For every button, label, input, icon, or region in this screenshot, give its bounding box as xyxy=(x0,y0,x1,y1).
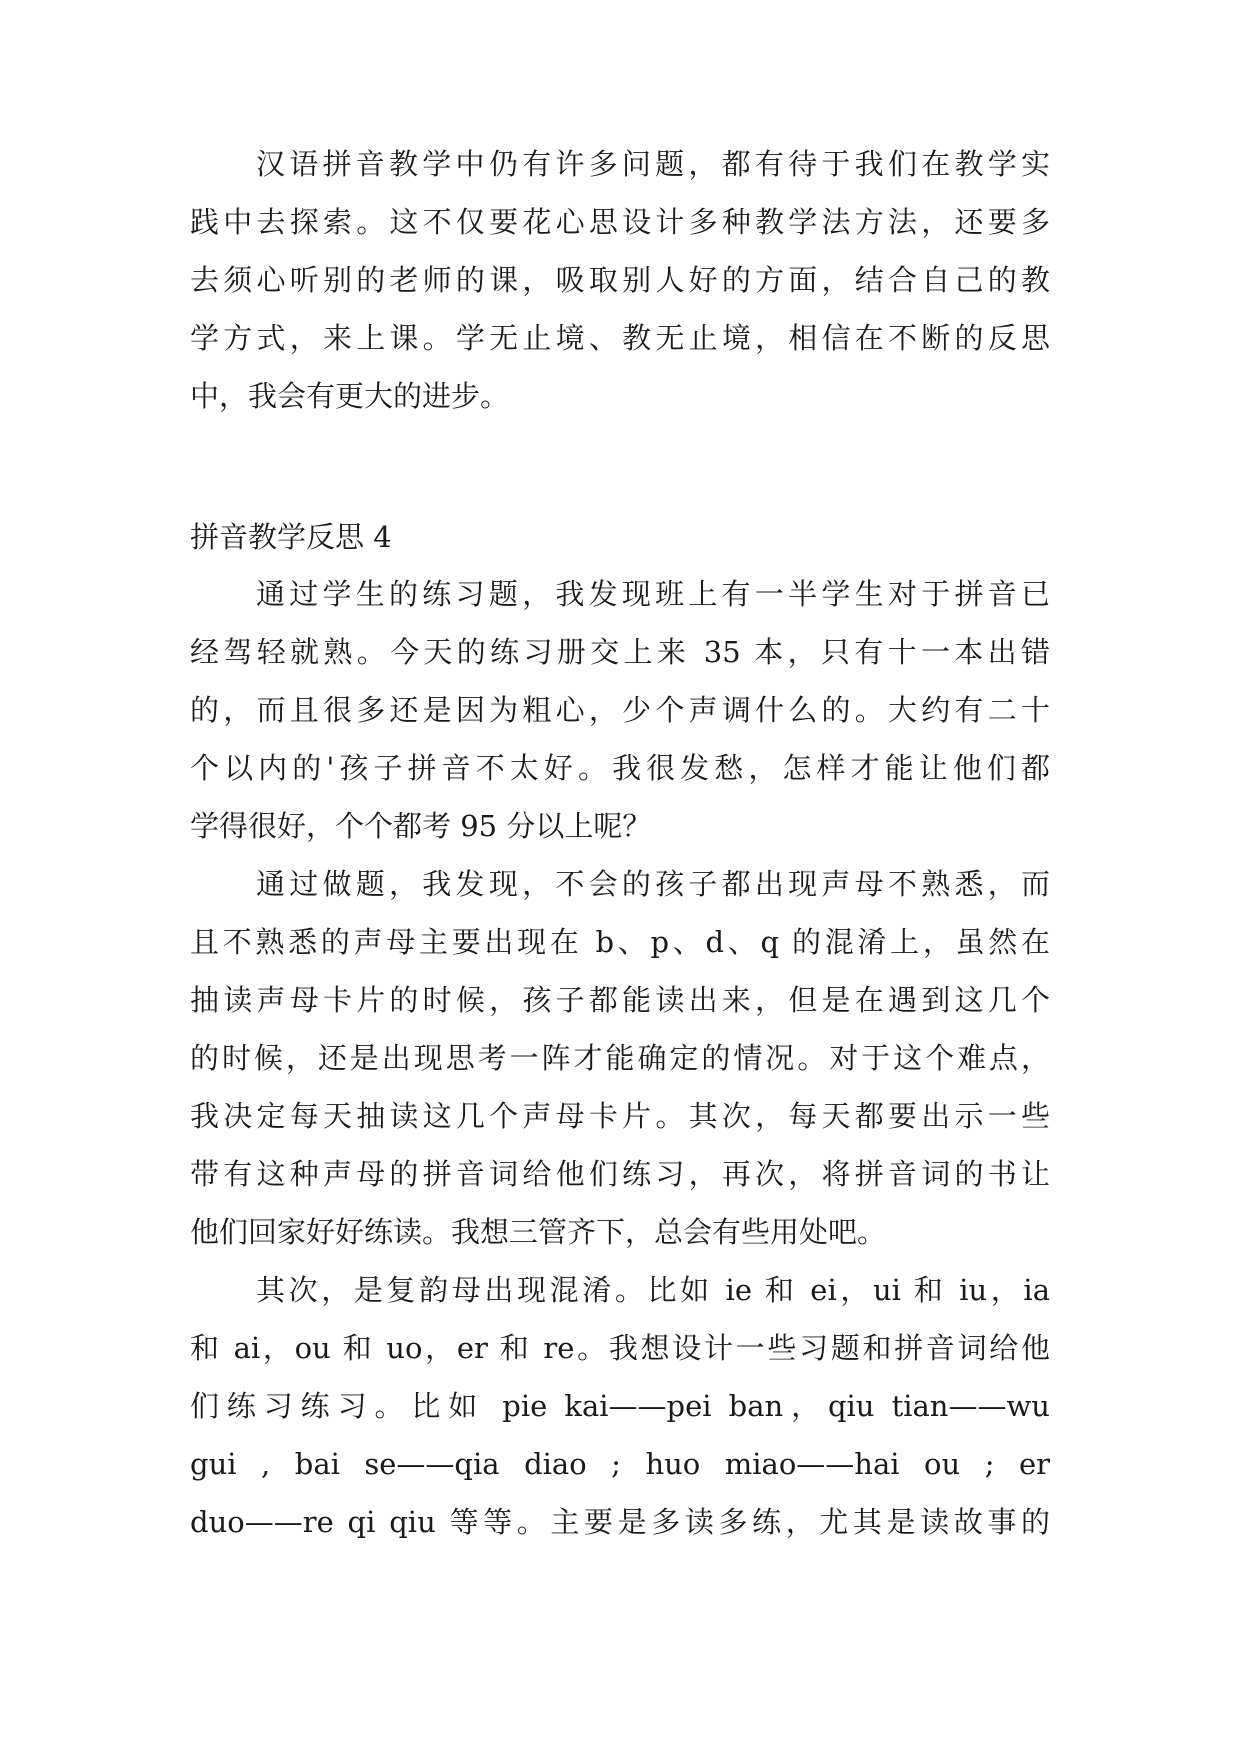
paragraph-line: 其次，是复韵母出现混淆。比如 ie 和 ei，ui 和 iu，ia xyxy=(256,1273,1050,1307)
paragraph-line: 学得很好，个个都考 95 分以上呢？ xyxy=(190,809,652,843)
paragraph-line: 的时候，还是出现思考一阵才能确定的情况。对于这个难点， xyxy=(190,1041,1050,1075)
paragraph-line: 经驾轻就熟。今天的练习册交上来 35 本，只有十一本出错 xyxy=(190,635,1050,669)
paragraph-line: 通过做题，我发现，不会的孩子都出现声母不熟悉，而 xyxy=(256,867,1050,901)
paragraph-line: 们练习练习。比如 pie kai——pei ban，qiu tian——wu xyxy=(190,1389,1050,1423)
paragraph-line: 和 ai，ou 和 uo，er 和 re。我想设计一些习题和拼音词给他 xyxy=(190,1331,1050,1365)
paragraph-line: 去须心听别的老师的课，吸取别人好的方面，结合自己的教 xyxy=(190,263,1050,297)
paragraph-line: 的，而且很多还是因为粗心，少个声调什么的。大约有二十 xyxy=(190,693,1050,727)
section-title: 拼音教学反思 4 xyxy=(190,520,392,554)
paragraph-line: duo——re qi qiu 等等。主要是多读多练，尤其是读故事的 xyxy=(190,1505,1050,1539)
paragraph-line: 抽读声母卡片的时候，孩子都能读出来，但是在遇到这几个 xyxy=(190,983,1050,1017)
paragraph-line: 通过学生的练习题，我发现班上有一半学生对于拼音已 xyxy=(256,577,1050,611)
paragraph-line: 中，我会有更大的进步。 xyxy=(190,379,510,413)
paragraph-line: 带有这种声母的拼音词给他们练习，再次，将拼音词的书让 xyxy=(190,1157,1050,1191)
paragraph-line: 汉语拼音教学中仍有许多问题，都有待于我们在教学实 xyxy=(256,147,1050,181)
paragraph-line: 践中去探索。这不仅要花心思设计多种教学法方法，还要多 xyxy=(190,205,1050,239)
paragraph-line: 学方式，来上课。学无止境、教无止境，相信在不断的反思 xyxy=(190,321,1050,355)
paragraph-line: 我决定每天抽读这几个声母卡片。其次，每天都要出示一些 xyxy=(190,1099,1050,1133)
paragraph-line: 他们回家好好练读。我想三管齐下，总会有些用处吧。 xyxy=(190,1215,887,1249)
paragraph-line: 且不熟悉的声母主要出现在 b、p、d、q 的混淆上，虽然在 xyxy=(190,925,1050,959)
paragraph-line: gui , bai se——qia diao ; huo miao——hai ou ; er xyxy=(190,1447,1050,1481)
paragraph-line: 个以内的'孩子拼音不太好。我很发愁，怎样才能让他们都 xyxy=(190,751,1050,785)
